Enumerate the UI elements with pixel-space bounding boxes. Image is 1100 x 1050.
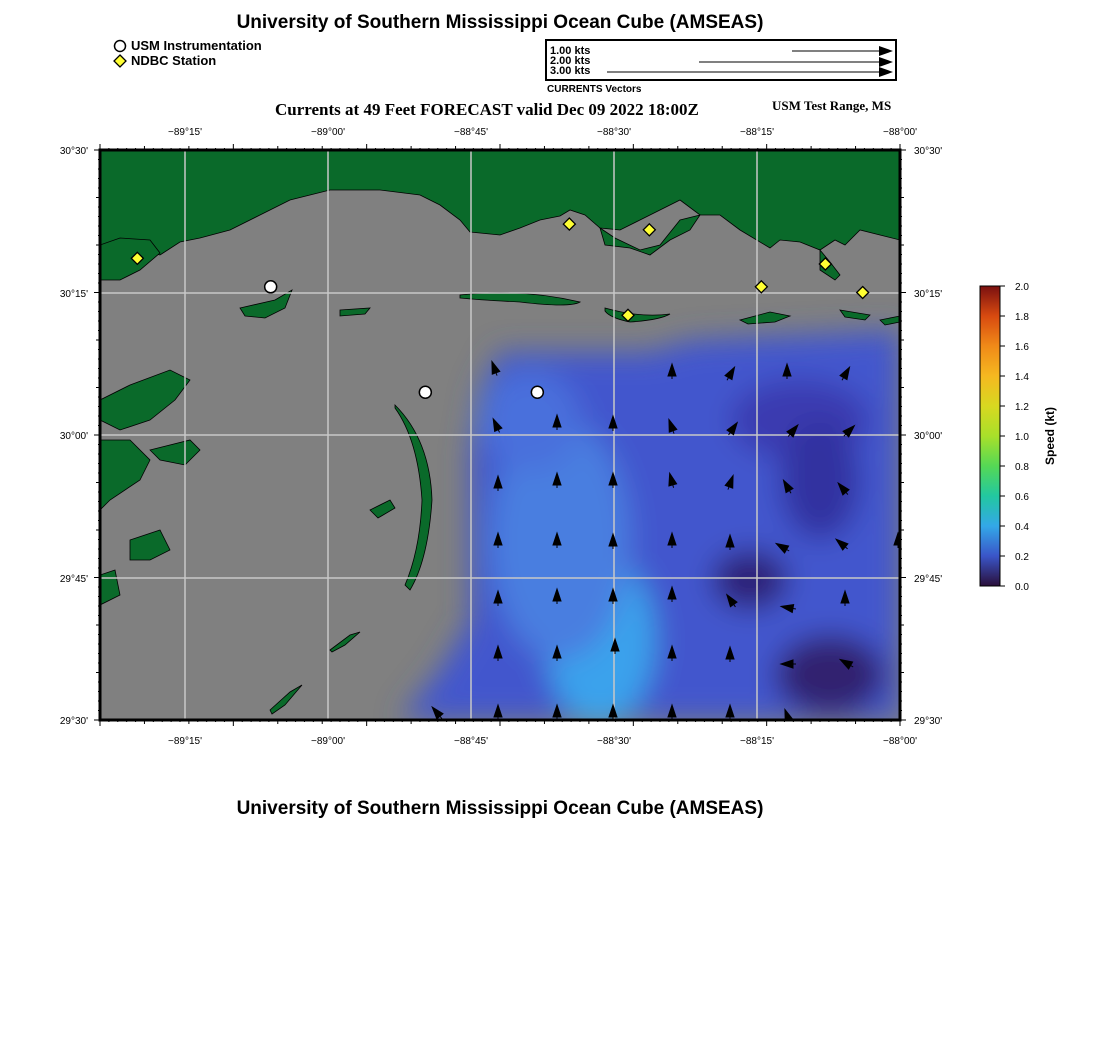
usm-instrument-marker bbox=[265, 281, 277, 293]
vector-scale-box bbox=[545, 39, 897, 81]
lon-tick-label: −88°15' bbox=[740, 127, 774, 138]
colorbar-tick-label: 0.6 bbox=[1015, 492, 1029, 503]
legend-usm-label: USM Instrumentation bbox=[131, 38, 262, 53]
lat-labels-right bbox=[914, 146, 942, 727]
ndbc-diamond-icon bbox=[113, 54, 127, 68]
speed-colorbar bbox=[970, 278, 1070, 598]
marker-legend bbox=[113, 38, 262, 68]
vector-arrow-head-icon bbox=[879, 57, 893, 67]
lon-tick-label: −88°45' bbox=[454, 736, 488, 747]
vector-scale-label-3: 3.00 kts bbox=[550, 65, 591, 77]
map-subtitle: Currents at 49 Feet FORECAST valid Dec 09 2022 18:00Z bbox=[275, 100, 699, 119]
lon-tick-label: −89°15' bbox=[168, 736, 202, 747]
colorbar-tick-label: 0.4 bbox=[1015, 522, 1029, 533]
lat-tick-label: 29°30' bbox=[59, 716, 88, 727]
colorbar-tick-label: 1.8 bbox=[1015, 312, 1029, 323]
legend-usm bbox=[113, 38, 262, 53]
region-label: USM Test Range, MS bbox=[772, 98, 892, 113]
lon-tick-label: −88°30' bbox=[597, 736, 631, 747]
lon-tick-label: −88°00' bbox=[883, 127, 917, 138]
lat-labels-left bbox=[60, 146, 88, 727]
colorbar-tick-label: 0.0 bbox=[1015, 582, 1029, 593]
footer-title: University of Southern Mississippi Ocean Cube (AMSEAS) bbox=[236, 798, 764, 819]
legend-ndbc-label: NDBC Station bbox=[131, 53, 217, 68]
lat-tick-label: 29°45' bbox=[914, 574, 943, 585]
colorbar-gradient bbox=[980, 286, 1000, 586]
vector-arrow-head-icon bbox=[879, 46, 893, 56]
colorbar-tick-label: 0.8 bbox=[1015, 462, 1029, 473]
lon-tick-label: −88°45' bbox=[454, 127, 488, 138]
colorbar-tick-label: 1.6 bbox=[1015, 342, 1029, 353]
lon-tick-label: −88°00' bbox=[883, 736, 917, 747]
lon-labels-bottom bbox=[168, 736, 917, 747]
lat-tick-label: 30°15' bbox=[914, 289, 943, 300]
map-figure bbox=[0, 120, 960, 760]
usm-circle-icon bbox=[113, 39, 127, 53]
usm-instrument-marker bbox=[531, 386, 543, 398]
vector-scale-arrows bbox=[547, 41, 895, 79]
colorbar-ticks bbox=[1000, 286, 1005, 586]
usm-instrument-marker bbox=[419, 386, 431, 398]
colorbar-tick-label: 1.2 bbox=[1015, 402, 1029, 413]
vector-scale-caption: CURRENTS Vectors bbox=[547, 84, 642, 95]
colorbar-tick-label: 1.4 bbox=[1015, 372, 1029, 383]
lon-tick-label: −88°15' bbox=[740, 736, 774, 747]
colorbar-tick-labels bbox=[1015, 282, 1029, 593]
colorbar-label: Speed (kt) bbox=[1043, 406, 1057, 466]
lat-tick-label: 30°00' bbox=[914, 431, 943, 442]
lat-tick-label: 30°15' bbox=[59, 289, 88, 300]
colorbar-tick-label: 2.0 bbox=[1015, 282, 1029, 293]
vector-scale-label-1: 1.00 kts bbox=[550, 45, 591, 57]
lat-tick-label: 30°30' bbox=[914, 146, 943, 157]
colorbar-tick-label: 1.0 bbox=[1015, 432, 1029, 443]
legend-ndbc bbox=[113, 53, 262, 68]
lon-tick-label: −88°30' bbox=[597, 127, 631, 138]
vector-arrow-head-icon bbox=[879, 67, 893, 77]
lon-tick-label: −89°15' bbox=[168, 127, 202, 138]
lat-tick-label: 30°00' bbox=[59, 431, 88, 442]
lat-tick-label: 30°30' bbox=[59, 146, 88, 157]
lon-tick-label: −89°00' bbox=[311, 127, 345, 138]
lat-tick-label: 29°30' bbox=[914, 716, 943, 727]
map-title: University of Southern Mississippi Ocean Cube (AMSEAS) bbox=[236, 12, 764, 33]
colorbar-tick-label: 0.2 bbox=[1015, 552, 1029, 563]
lon-labels-top bbox=[168, 127, 917, 138]
lon-tick-label: −89°00' bbox=[311, 736, 345, 747]
lat-tick-label: 29°45' bbox=[59, 574, 88, 585]
vector-scale-label-2: 2.00 kts bbox=[550, 55, 591, 67]
